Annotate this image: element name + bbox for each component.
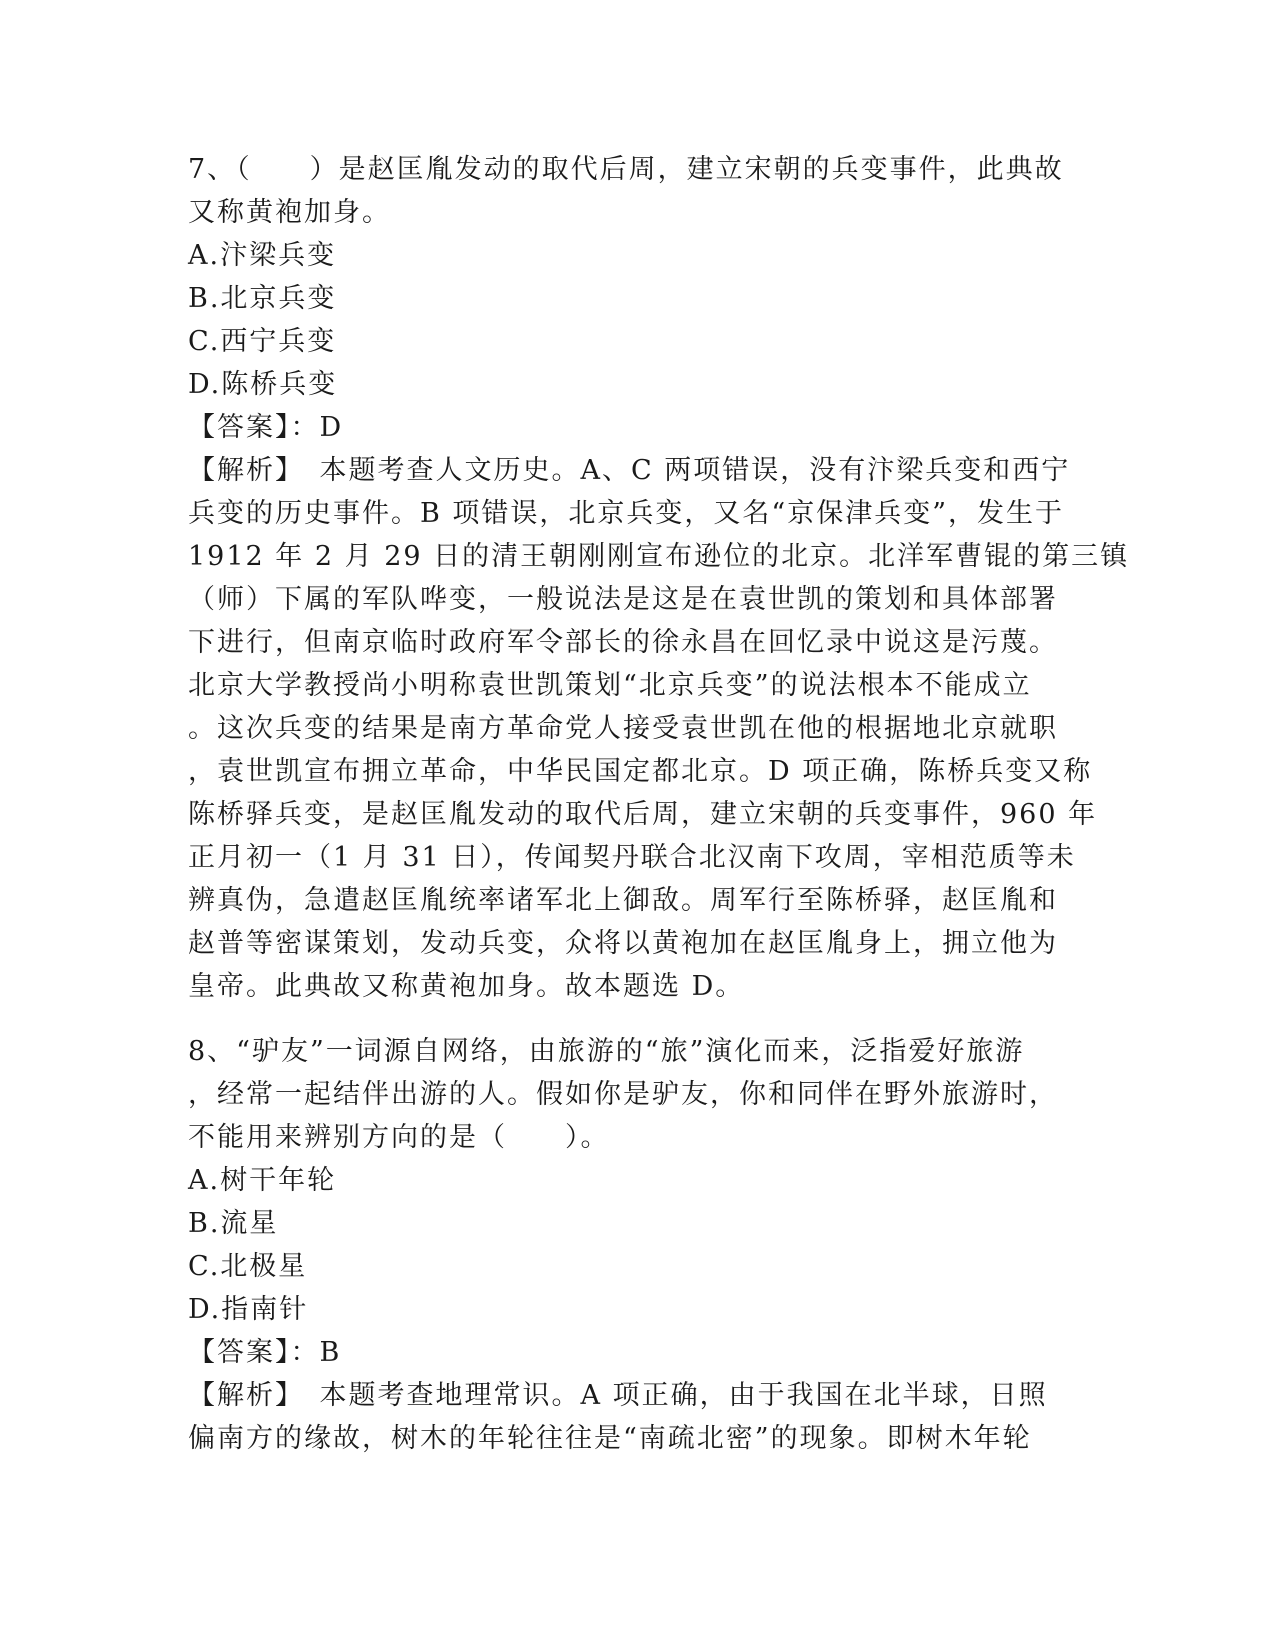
question-7-analysis-line: 【解析】 本题考查人文历史。A、C 两项错误，没有汴梁兵变和西宁 bbox=[188, 455, 1071, 486]
question-7-option-b: B.北京兵变 bbox=[188, 283, 337, 314]
question-8-option-b: B.流星 bbox=[188, 1208, 279, 1239]
question-8-analysis-line: 偏南方的缘故，树木的年轮往往是“南疏北密”的现象。即树木年轮 bbox=[188, 1423, 1032, 1454]
question-7-analysis-line: 赵普等密谋策划，发动兵变，众将以黄袍加在赵匡胤身上，拥立他为 bbox=[188, 928, 1058, 959]
question-7-answer: 【答案】：D bbox=[188, 412, 344, 443]
document-page bbox=[188, 148, 1130, 1460]
question-7-analysis-line: 北京大学教授尚小明称袁世凯策划“北京兵变”的说法根本不能成立 bbox=[188, 670, 1032, 701]
question-7-analysis-line: 兵变的历史事件。B 项错误，北京兵变，又名“京保津兵变”，发生于 bbox=[188, 498, 1065, 529]
question-7-analysis-line: 皇帝。此典故又称黄袍加身。故本题选 D。 bbox=[188, 971, 745, 1002]
question-7-analysis-line: （师）下属的军队哗变，一般说法是这是在袁世凯的策划和具体部署 bbox=[188, 584, 1058, 615]
question-8-stem-line: 不能用来辨别方向的是（ ）。 bbox=[188, 1122, 610, 1153]
question-8-stem-line: ，经常一起结伴出游的人。假如你是驴友，你和同伴在野外旅游时， bbox=[188, 1079, 1058, 1110]
question-8-option-a: A.树干年轮 bbox=[188, 1165, 337, 1196]
question-7-analysis-line: 。这次兵变的结果是南方革命党人接受袁世凯在他的根据地北京就职 bbox=[188, 713, 1058, 744]
question-8 bbox=[188, 1030, 1088, 1460]
question-7-analysis-line: 陈桥驿兵变，是赵匡胤发动的取代后周，建立宋朝的兵变事件，960 年 bbox=[188, 799, 1098, 830]
question-8-option-d: D.指南针 bbox=[188, 1294, 309, 1325]
question-8-stem-line: 8、“驴友”一词源自网络，由旅游的“旅”演化而来，泛指爱好旅游 bbox=[188, 1036, 1025, 1067]
question-7-analysis-line: 1912 年 2 月 29 日的清王朝刚刚宣布逊位的北京。北洋军曹锟的第三镇 bbox=[188, 541, 1130, 572]
question-7-analysis-line: 辨真伪，急遣赵匡胤统率诸军北上御敌。周军行至陈桥驿，赵匡胤和 bbox=[188, 885, 1058, 916]
question-7-stem-line: 又称黄袍加身。 bbox=[188, 197, 391, 228]
question-7 bbox=[188, 148, 1130, 1008]
question-7-option-c: C.西宁兵变 bbox=[188, 326, 337, 357]
question-8-analysis-line: 【解析】 本题考查地理常识。A 项正确，由于我国在北半球，日照 bbox=[188, 1380, 1048, 1411]
question-7-analysis-line: ，袁世凯宣布拥立革命，中华民国定都北京。D 项正确，陈桥兵变又称 bbox=[188, 756, 1093, 787]
question-gap bbox=[188, 1008, 1088, 1030]
question-7-option-d: D.陈桥兵变 bbox=[188, 369, 338, 400]
question-8-option-c: C.北极星 bbox=[188, 1251, 308, 1282]
question-7-analysis-line: 下进行，但南京临时政府军令部长的徐永昌在回忆录中说这是污蔑。 bbox=[188, 627, 1058, 658]
question-7-analysis-line: 正月初一（1 月 31 日），传闻契丹联合北汉南下攻周，宰相范质等未 bbox=[188, 842, 1076, 873]
question-8-answer: 【答案】：B bbox=[188, 1337, 342, 1368]
question-7-option-a: A.汴梁兵变 bbox=[188, 240, 337, 271]
question-7-stem-line: 7、（ ）是赵匡胤发动的取代后周，建立宋朝的兵变事件，此典故 bbox=[188, 154, 1064, 185]
